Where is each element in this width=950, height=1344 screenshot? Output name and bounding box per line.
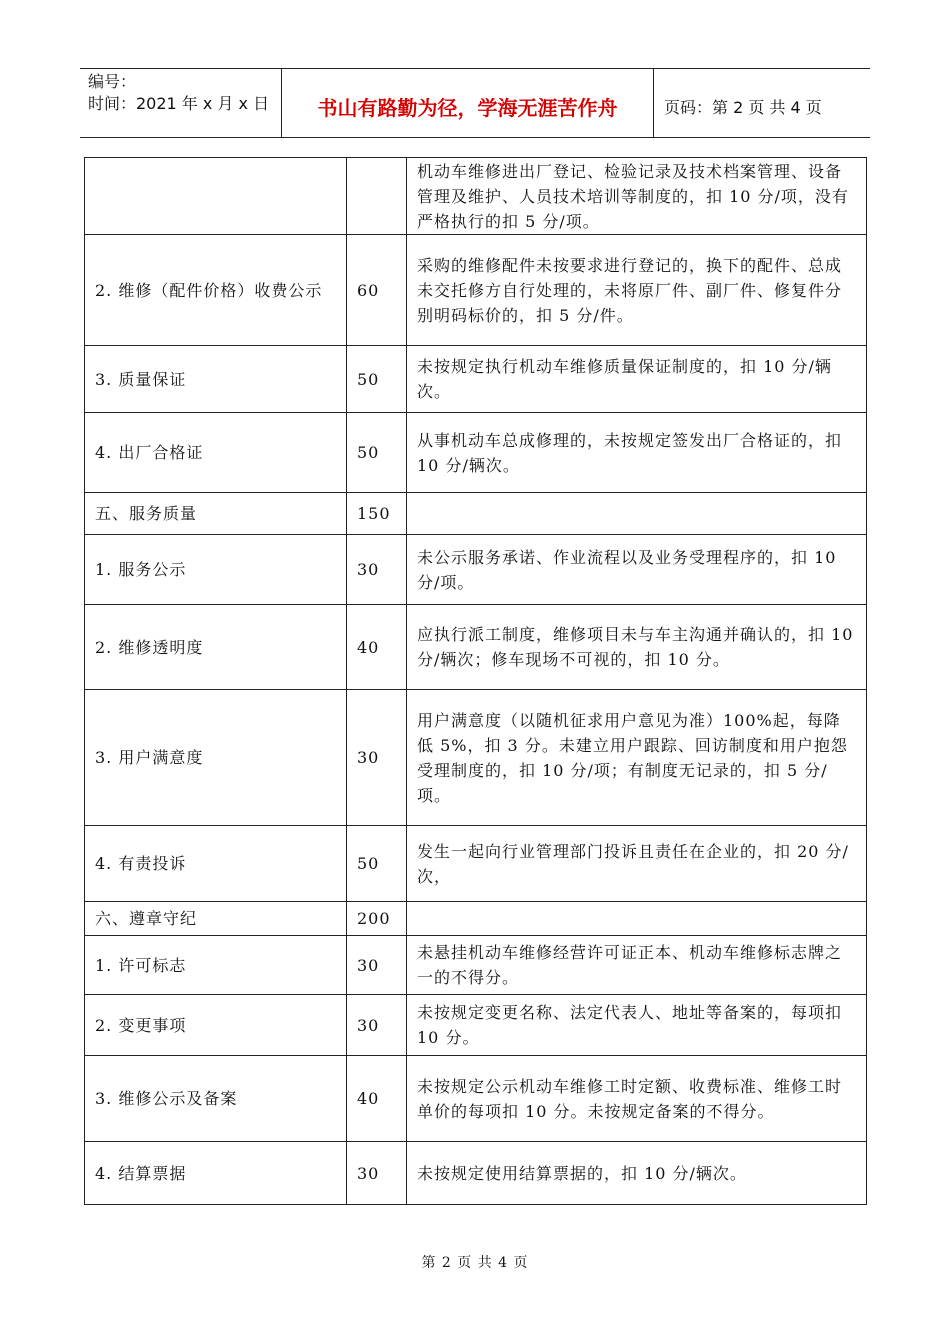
item-cell: 4. 有责投诉: [85, 826, 347, 902]
desc-cell: 发生一起向行业管理部门投诉且责任在企业的，扣 20 分/次，: [407, 826, 867, 902]
score-cell: [347, 158, 407, 235]
desc-cell: 用户满意度（以随机征求用户意见为准）100%起，每降低 5%，扣 3 分。未建立用户跟踪、回访制度和用户抱怨受理制度的，扣 10 分/项；有制度无记录的，扣 5 分/项。: [407, 690, 867, 826]
desc-cell: 未按规定执行机动车维修质量保证制度的，扣 10 分/辆次。: [407, 346, 867, 413]
item-cell: 1. 服务公示: [85, 535, 347, 605]
table-row: [85, 1142, 867, 1205]
table-row: [85, 535, 867, 605]
scoring-table: [84, 157, 867, 1205]
table-row: [85, 346, 867, 413]
desc-cell: 从事机动车总成修理的，未按规定签发出厂合格证的，扣 10 分/辆次。: [407, 413, 867, 493]
desc-cell: 应执行派工制度，维修项目未与车主沟通并确认的，扣 10 分/辆次；修车现场不可视的，扣 10 分。: [407, 605, 867, 690]
table-row: [85, 690, 867, 826]
desc-cell: 未公示服务承诺、作业流程以及业务受理程序的，扣 10 分/项。: [407, 535, 867, 605]
item-cell: 2. 变更事项: [85, 995, 347, 1056]
table-row: [85, 936, 867, 995]
score-cell: 30: [347, 995, 407, 1056]
score-cell: 30: [347, 690, 407, 826]
desc-cell: [407, 493, 867, 535]
table-row: [85, 1056, 867, 1142]
table-row: [85, 158, 867, 235]
time-label: 时间：2021 年 x 月 x 日: [88, 94, 270, 113]
desc-cell: 未按规定使用结算票据的，扣 10 分/辆次。: [407, 1142, 867, 1205]
item-cell: 1. 许可标志: [85, 936, 347, 995]
desc-cell: 机动车维修进出厂登记、检验记录及技术档案管理、设备管理及维护、人员技术培训等制度的，扣 10 分/项，没有严格执行的扣 5 分/项。: [407, 158, 867, 235]
item-cell: [85, 158, 347, 235]
section-row: [85, 902, 867, 936]
table-row: [85, 605, 867, 690]
desc-cell: 未悬挂机动车维修经营许可证正本、机动车维修标志牌之一的不得分。: [407, 936, 867, 995]
score-cell: 50: [347, 826, 407, 902]
score-cell: 30: [347, 936, 407, 995]
number-label: 编号：: [88, 72, 137, 91]
item-cell: 4. 出厂合格证: [85, 413, 347, 493]
score-cell: 30: [347, 535, 407, 605]
score-cell: 40: [347, 605, 407, 690]
table-row: [85, 826, 867, 902]
desc-cell: 采购的维修配件未按要求进行登记的，换下的配件、总成未交托修方自行处理的，未将原厂件、副厂件、修复件分别明码标价的，扣 5 分/件。: [407, 235, 867, 346]
section-title: 六、遵章守纪: [85, 902, 347, 936]
score-cell: 50: [347, 346, 407, 413]
header-page-info: 页码：第 2 页 共 4 页: [664, 97, 822, 117]
item-cell: 2. 维修（配件价格）收费公示: [85, 235, 347, 346]
item-cell: 3. 用户满意度: [85, 690, 347, 826]
score-cell: 40: [347, 1056, 407, 1142]
page-footer: 第 2 页 共 4 页: [421, 1255, 529, 1271]
item-cell: 4. 结算票据: [85, 1142, 347, 1205]
header-motto: 书山有路勤为径，学海无涯苦作舟: [282, 69, 654, 137]
desc-cell: 未按规定公示机动车维修工时定额、收费标准、维修工时单价的每项扣 10 分。未按规定备案的不得分。: [407, 1056, 867, 1142]
header-meta: [80, 69, 282, 137]
score-cell: 50: [347, 413, 407, 493]
desc-cell: 未按规定变更名称、法定代表人、地址等备案的，每项扣 10 分。: [407, 995, 867, 1056]
page-header: [80, 68, 870, 138]
score-cell: 60: [347, 235, 407, 346]
section-row: [85, 493, 867, 535]
item-cell: 2. 维修透明度: [85, 605, 347, 690]
item-cell: 3. 质量保证: [85, 346, 347, 413]
score-cell: 30: [347, 1142, 407, 1205]
table-row: [85, 235, 867, 346]
table-row: [85, 995, 867, 1056]
table-row: [85, 413, 867, 493]
item-cell: 3. 维修公示及备案: [85, 1056, 347, 1142]
score-cell: 200: [347, 902, 407, 936]
desc-cell: [407, 902, 867, 936]
section-title: 五、服务质量: [85, 493, 347, 535]
score-cell: 150: [347, 493, 407, 535]
